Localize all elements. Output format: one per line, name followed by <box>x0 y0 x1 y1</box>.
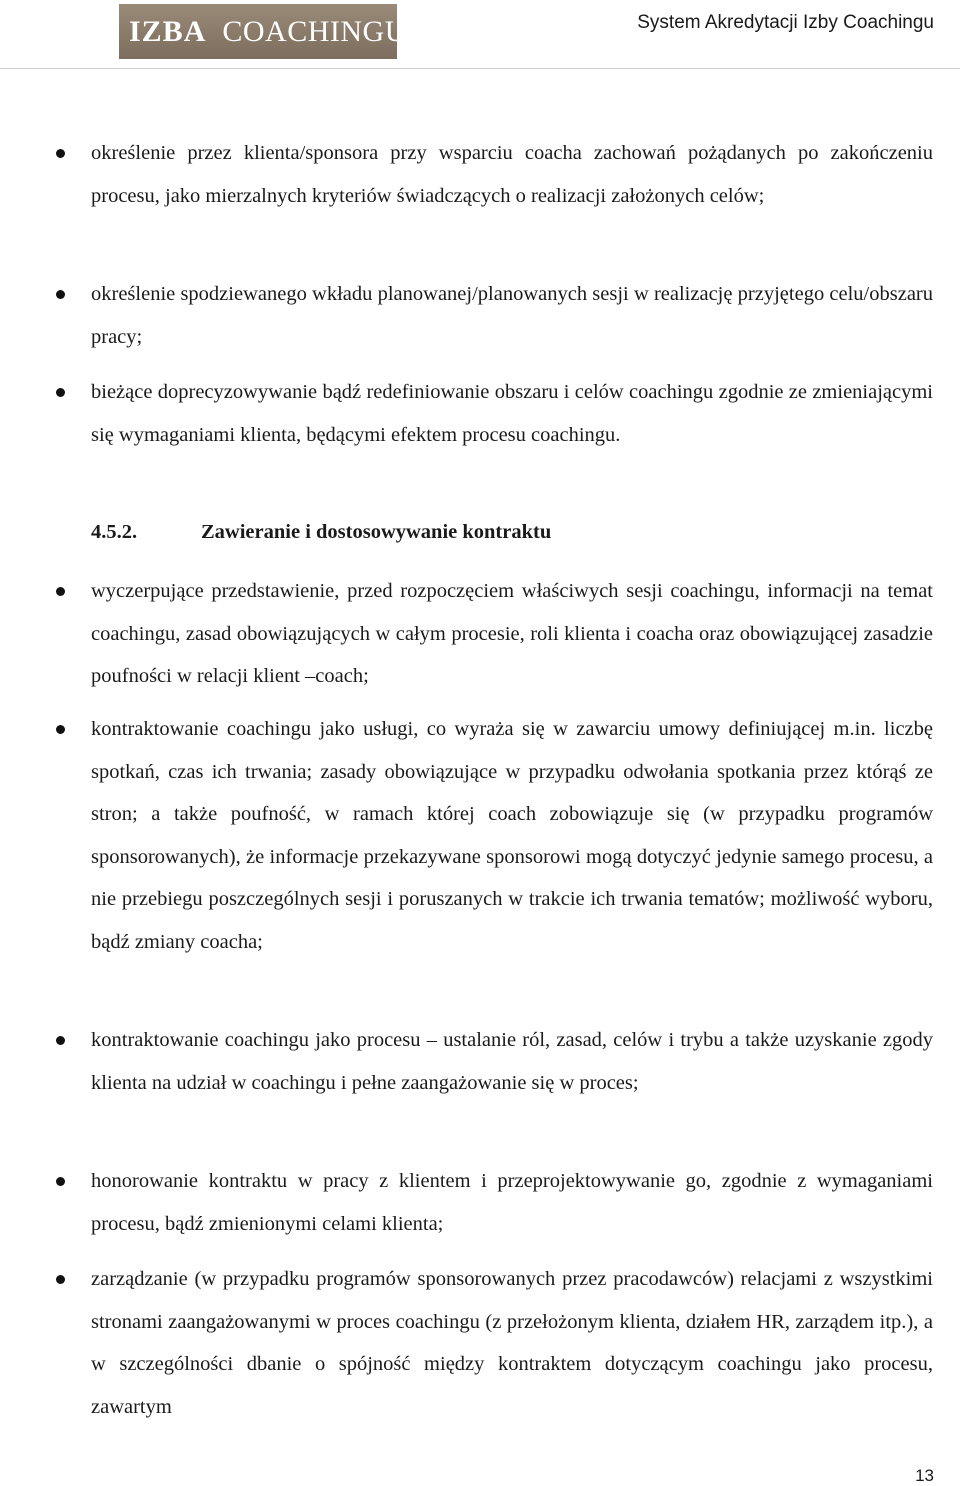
logo-izba-text: IZBA <box>129 14 207 48</box>
header-divider <box>0 68 960 69</box>
bullet-icon <box>56 290 65 299</box>
bullet-icon <box>56 1177 65 1186</box>
list-item: określenie spodziewanego wkładu planowanej/planowanych sesji w realizację przyjętego celu/obszaru pracy; <box>91 283 933 348</box>
izba-coachingu-logo <box>119 4 407 59</box>
page-number: 13 <box>915 1466 934 1485</box>
section-title: Zawieranie i dostosowywanie kontraktu <box>201 521 552 543</box>
list-item: określenie przez klienta/sponsora przy wsparciu coacha zachowań pożądanych po zakończeniu procesu, jako mierzalnych kryteriów świadczących o realizacji założonych celów; <box>91 142 933 207</box>
page-header <box>0 0 960 72</box>
bullet-icon <box>56 725 65 734</box>
list-item: kontraktowanie coachingu jako usługi, co wyraża się w zawarciu umowy definiującej m.in. liczbę spotkań, czas ich trwania; zasady obowiązujące w przypadku odwołania spotkania przez którąś ze stron; a także poufność, w ramach której coach zobowiązuje się (w przypadku programów sponsorowanych), że informacje przekazywane sponsorowi mogą dotyczyć jedynie samego procesu, a nie przebiegu poszczególnych sesji i poruszanych w trakcie ich trwania tematów; możliwość wyboru, bądź zmiany coacha; <box>91 718 933 953</box>
bullet-icon <box>56 587 65 596</box>
bullet-icon <box>56 1036 65 1045</box>
bullet-icon <box>56 388 65 397</box>
bullet-icon <box>56 1275 65 1284</box>
header-title: System Akredytacji Izby Coachingu <box>637 12 934 33</box>
bullet-icon <box>56 149 65 158</box>
logo-coachingu-text: COACHINGU <box>222 14 407 48</box>
list-item: kontraktowanie coachingu jako procesu – ustalanie ról, zasad, celów i trybu a także uzyskanie zgody klienta na udział w coachingu i pełne zaangażowanie się w proces; <box>91 1029 933 1094</box>
list-item: zarządzanie (w przypadku programów sponsorowanych przez pracodawców) relacjami z wszystkimi stronami zaangażowanymi w proces coachingu (z przełożonym klienta, działem HR, zarządem itp.), a w szczególności dbanie o spójność między kontraktem dotyczącym coachingu jako procesu, zawartym <box>91 1268 933 1418</box>
section-number: 4.5.2. <box>91 521 138 543</box>
list-item: bieżące doprecyzowywanie bądź redefiniowanie obszaru i celów coachingu zgodnie ze zmieniającymi się wymaganiami klienta, będącymi efektem procesu coachingu. <box>91 381 933 446</box>
list-item: wyczerpujące przedstawienie, przed rozpoczęciem właściwych sesji coachingu, informacji na temat coachingu, zasad obowiązujących w całym procesie, roli klienta i coacha oraz obowiązującej zasadzie poufności w relacji klient –coach; <box>91 580 933 687</box>
section-heading <box>91 511 551 554</box>
list-item: honorowanie kontraktu w pracy z klientem i przeprojektowywanie go, zgodnie z wymaganiami procesu, bądź zmienionymi celami klienta; <box>91 1170 933 1235</box>
